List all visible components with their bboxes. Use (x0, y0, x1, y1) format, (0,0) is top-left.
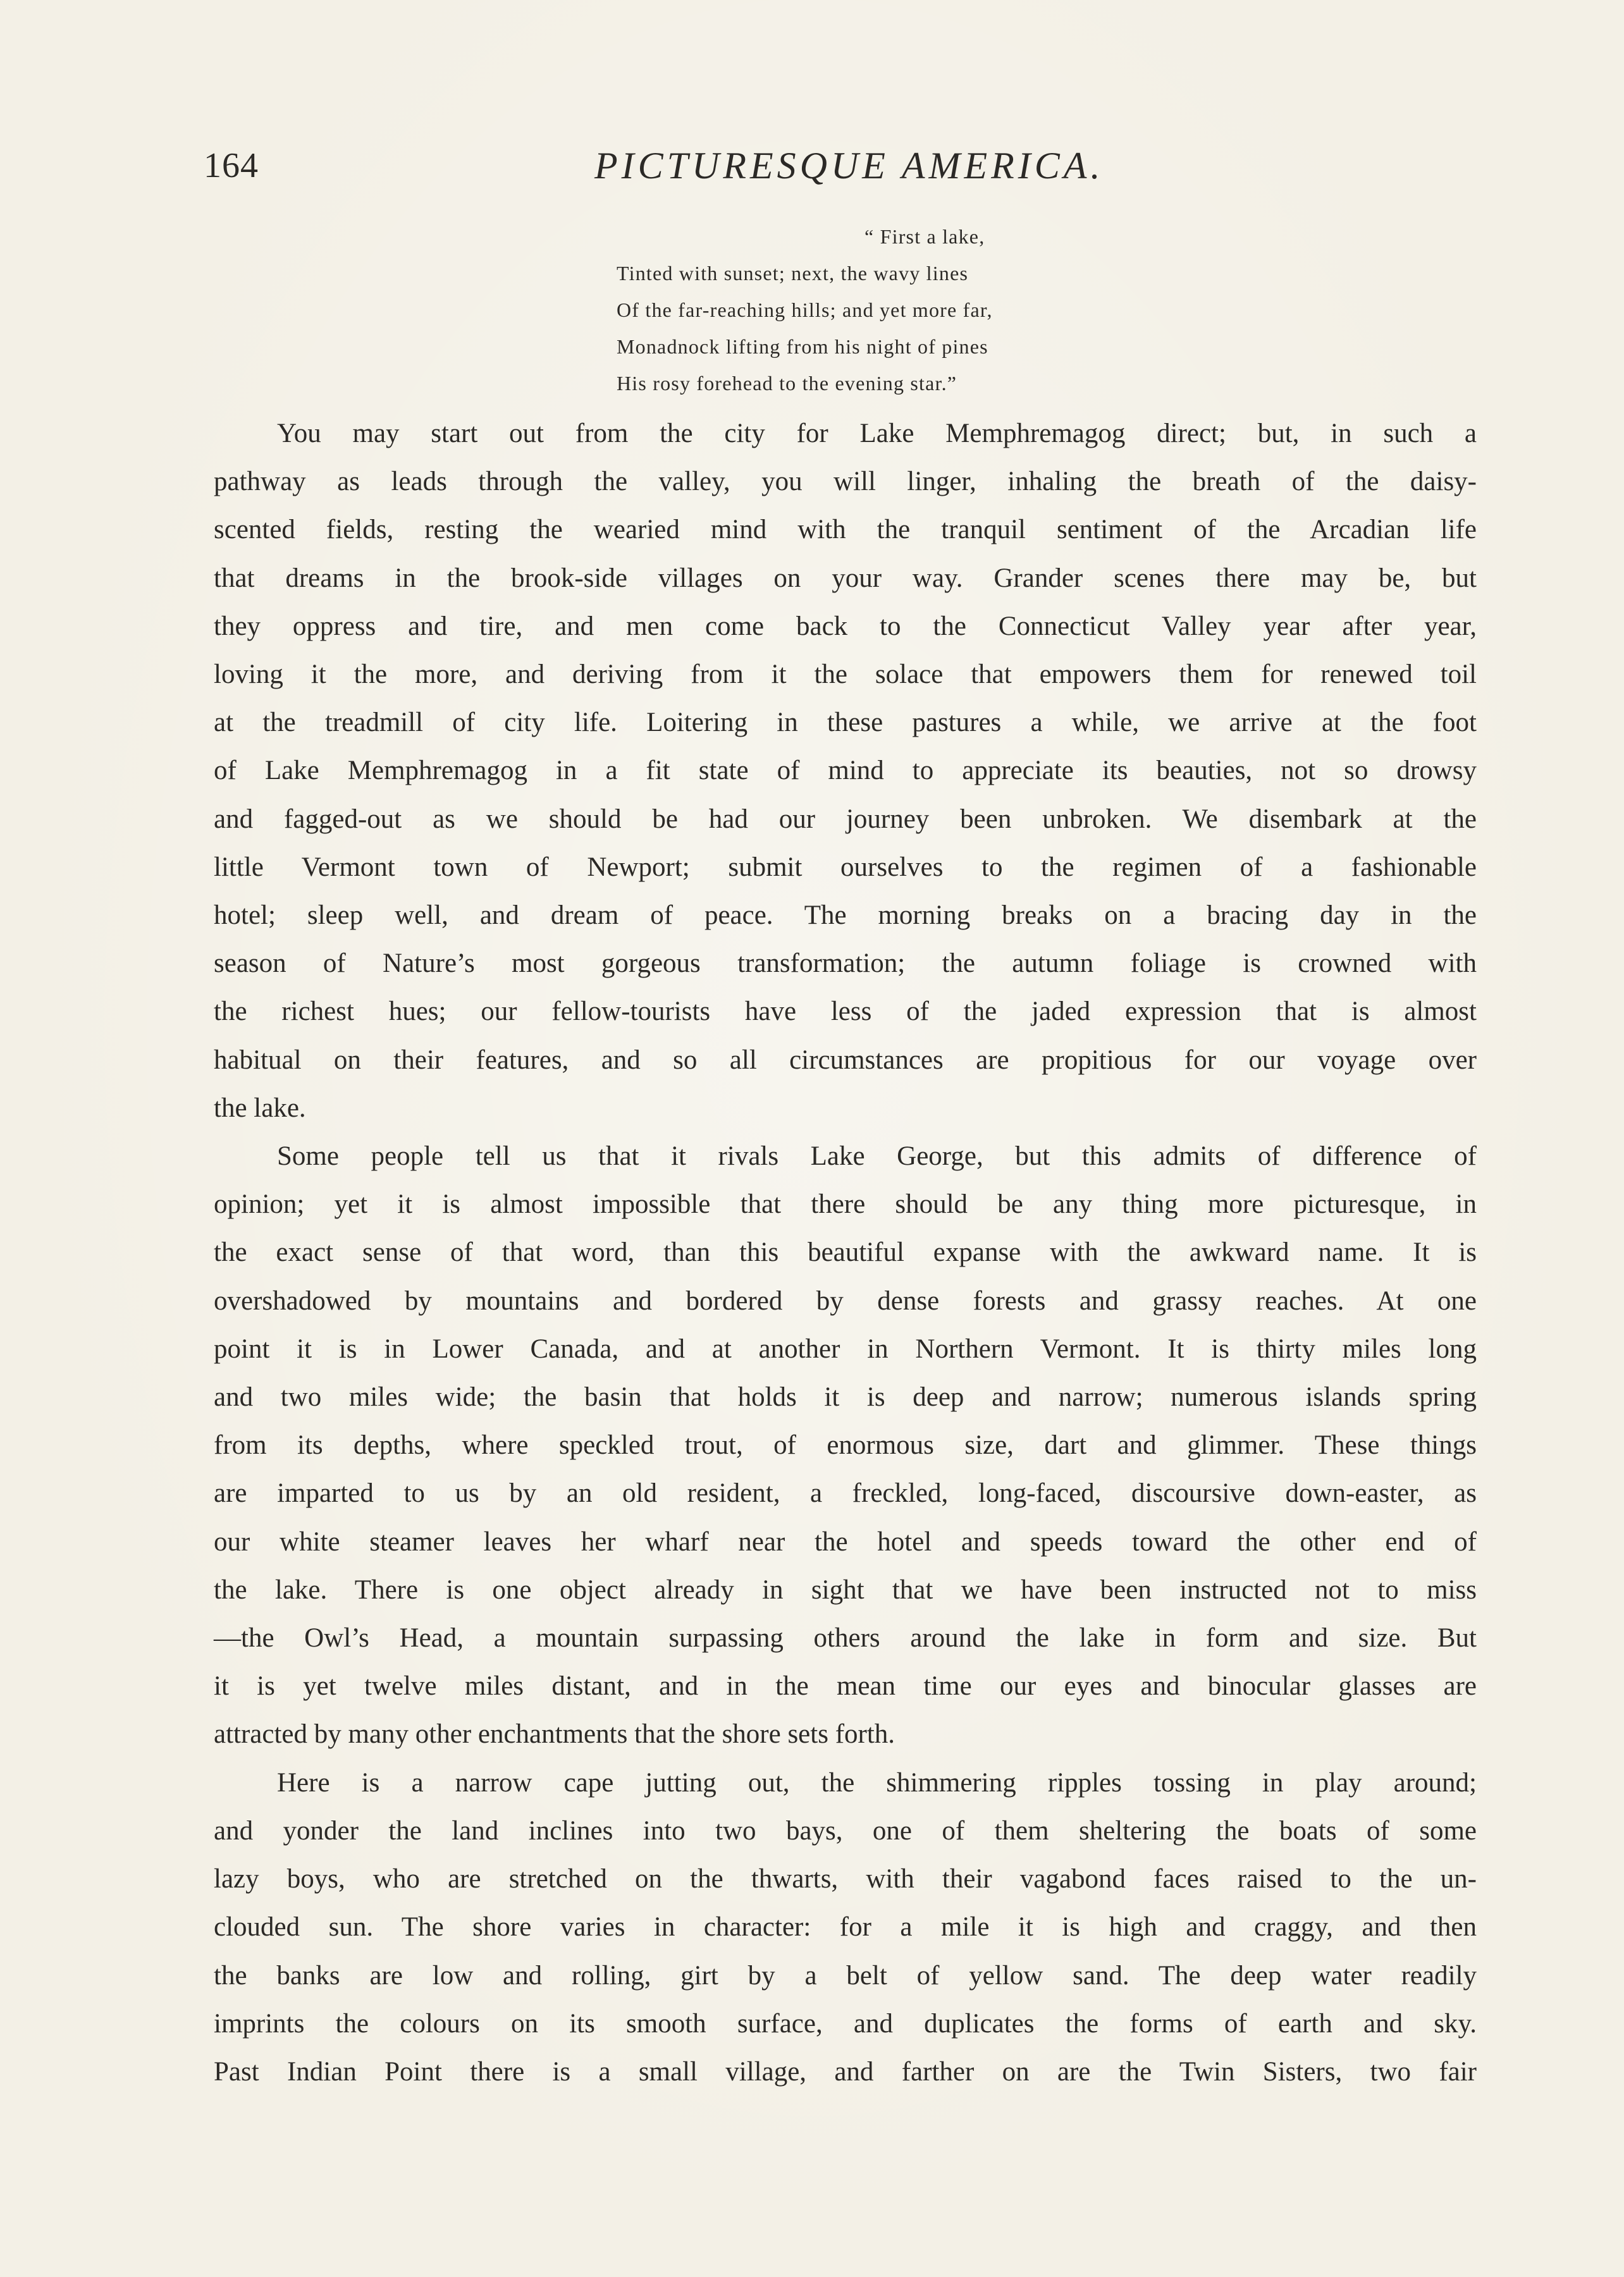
paragraph-2 (214, 1132, 1477, 1759)
text-line: and two miles wide; the basin that holds it is deep and narrow; numerous islands spring (214, 1382, 1477, 1413)
text-line: our white steamer leaves her wharf near the hotel and speeds toward the other end of (214, 1526, 1477, 1557)
text-line: and fagged-out as we should be had our journey been unbroken. We disembark at the (214, 804, 1477, 834)
epigraph-line: Tinted with sunset; next, the wavy lines (617, 262, 969, 285)
text-line: loving it the more, and deriving from it the solace that empowers them for renewed toil (214, 660, 1477, 690)
text-line: they oppress and tire, and men come back to the Connecticut Valley year after year, (214, 611, 1477, 641)
text-line: overshadowed by mountains and bordered by dense forests and grassy reaches. At one (214, 1286, 1477, 1316)
text-line: the banks are low and rolling, girt by a belt of yellow sand. The deep water readily (214, 1960, 1477, 1991)
text-line: point it is in Lower Canada, and at another in Northern Vermont. It is thirty miles long (214, 1334, 1477, 1364)
text-line: Some people tell us that it rivals Lake George, but this admits of difference of (277, 1141, 1477, 1172)
text-line: the lake. (214, 1093, 306, 1123)
text-line: attracted by many other enchantments that the shore sets forth. (214, 1719, 895, 1750)
paragraph-3 (214, 1759, 1477, 2096)
epigraph-poem (617, 218, 1135, 402)
text-line: opinion; yet it is almost impossible that there should be any thing more picturesque, in (214, 1189, 1477, 1220)
text-line: clouded sun. The shore varies in character: for a mile it is high and craggy, and then (214, 1912, 1477, 1943)
text-line: imprints the colours on its smooth surface, and duplicates the forms of earth and sky. (214, 2008, 1477, 2039)
text-line: lazy boys, who are stretched on the thwarts, with their vagabond faces raised to the un- (214, 1864, 1477, 1894)
text-line: Past Indian Point there is a small village, and farther on are the Twin Sisters, two fair (214, 2056, 1477, 2087)
epigraph-line: Monadnock lifting from his night of pines (617, 335, 988, 358)
text-line: scented fields, resting the wearied mind with the tranquil sentiment of the Arcadian life (214, 515, 1477, 545)
text-line: the lake. There is one object already in sight that we have been instructed not to miss (214, 1574, 1477, 1605)
text-line: —the Owl’s Head, a mountain surpassing others around the lake in form and size. But (214, 1623, 1477, 1654)
text-line: are imparted to us by an old resident, a freckled, long-faced, discoursive down-easter, as (214, 1478, 1477, 1509)
text-line: little Vermont town of Newport; submit ourselves to the regimen of a fashionable (214, 852, 1477, 882)
text-line: the richest hues; our fellow-tourists have less of the jaded expression that is almost (214, 997, 1477, 1027)
text-line: and yonder the land inclines into two bays, one of them sheltering the boats of some (214, 1815, 1477, 1846)
page-number: 164 (204, 146, 259, 185)
text-line: You may start out from the city for Lake Memphremagog direct; but, in such a (277, 419, 1477, 448)
text-line: it is yet twelve miles distant, and in the mean time our eyes and binocular glasses are (214, 1671, 1477, 1702)
paragraph-1 (214, 410, 1477, 1132)
text-line: at the treadmill of city life. Loitering in these pastures a while, we arrive at the foot (214, 708, 1477, 738)
text-line: the exact sense of that word, than this beautiful expanse with the awkward name. It is (214, 1237, 1477, 1268)
text-line: that dreams in the brook-side villages on your way. Grander scenes there may be, but (214, 563, 1477, 593)
text-line: from its depths, where speckled trout, of enormous size, dart and glimmer. These things (214, 1430, 1477, 1461)
text-line: pathway as leads through the valley, you will linger, inhaling the breath of the daisy- (214, 467, 1477, 497)
text-line: habitual on their features, and so all circumstances are propitious for our voyage over (214, 1045, 1477, 1075)
running-head: PICTURESQUE AMERICA. (594, 145, 1104, 187)
body-text (214, 410, 1477, 2096)
text-line: hotel; sleep well, and dream of peace. The morning breaks on a bracing day in the (214, 900, 1477, 931)
epigraph-line: His rosy forehead to the evening star.” (617, 372, 957, 395)
epigraph-line: Of the far-reaching hills; and yet more far, (617, 298, 993, 321)
text-line: of Lake Memphremagog in a fit state of mind to appreciate its beauties, not so drowsy (214, 756, 1477, 786)
epigraph-line: “ First a lake, (864, 225, 985, 248)
text-line: season of Nature’s most gorgeous transformation; the autumn foliage is crowned with (214, 948, 1477, 979)
text-line: Here is a narrow cape jutting out, the shimmering ripples tossing in play around; (277, 1767, 1477, 1798)
